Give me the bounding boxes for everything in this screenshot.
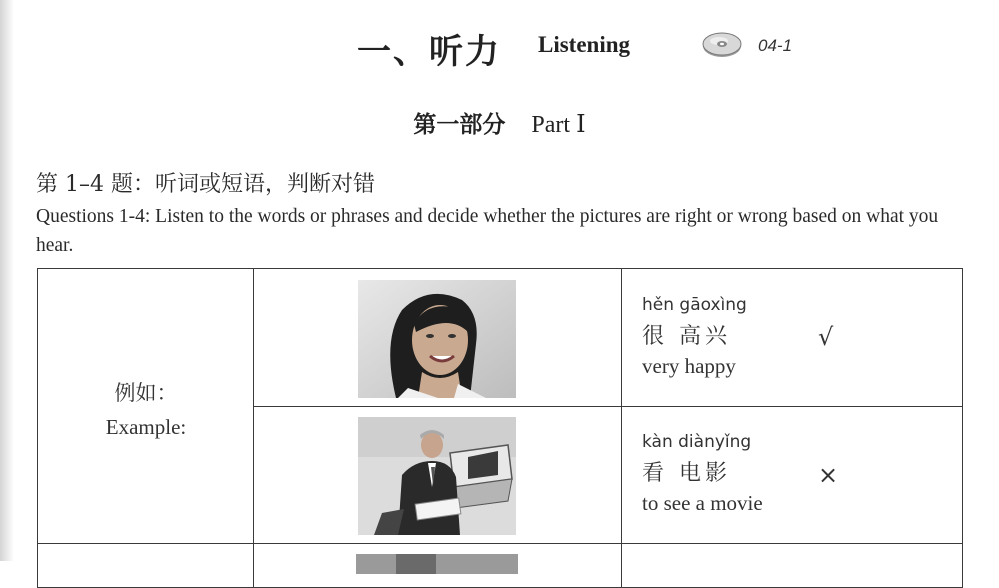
answer-cell bbox=[642, 432, 763, 516]
cd-disc-icon[interactable] bbox=[702, 29, 742, 59]
table-divider bbox=[253, 406, 962, 407]
hanzi-text: 很 高兴 bbox=[642, 324, 731, 349]
check-mark: √ bbox=[818, 323, 834, 351]
section-title-english: Listening bbox=[538, 32, 631, 57]
photo-next-row bbox=[356, 554, 518, 574]
answer-table bbox=[37, 268, 963, 588]
example-label-english: Example: bbox=[105, 415, 187, 439]
table-divider bbox=[38, 543, 962, 544]
part-title-english: Part Ⅰ bbox=[531, 112, 586, 138]
pinyin-text: kàn diànyǐng bbox=[642, 432, 752, 452]
cross-mark: × bbox=[818, 461, 839, 489]
audio-track-number: 04-1 bbox=[758, 36, 793, 55]
answer-cell bbox=[642, 295, 747, 379]
part-title-chinese: 第一部分 bbox=[413, 112, 506, 138]
pinyin-text: hěn gāoxìng bbox=[642, 295, 747, 315]
part-header bbox=[0, 106, 999, 139]
instruction-english: Questions 1-4: Listen to the words or phrases and decide whether the pictures are right or wrong based on what you hear. bbox=[36, 206, 939, 256]
table-divider bbox=[621, 269, 622, 587]
example-label-chinese: 例如： bbox=[114, 381, 178, 405]
english-gloss: very happy bbox=[642, 354, 736, 378]
section-header bbox=[0, 24, 999, 72]
photo-smiling-woman bbox=[358, 280, 516, 398]
photo-man-with-laptop bbox=[358, 417, 516, 535]
example-label bbox=[38, 377, 254, 440]
english-gloss: to see a movie bbox=[642, 491, 763, 515]
hanzi-text: 看 电影 bbox=[642, 461, 731, 486]
instruction-chinese: 第 1–4 题：听词或短语，判断对错 bbox=[36, 172, 375, 197]
page-gutter-shadow bbox=[0, 0, 14, 561]
section-title-chinese: 一、听力 bbox=[357, 32, 501, 72]
